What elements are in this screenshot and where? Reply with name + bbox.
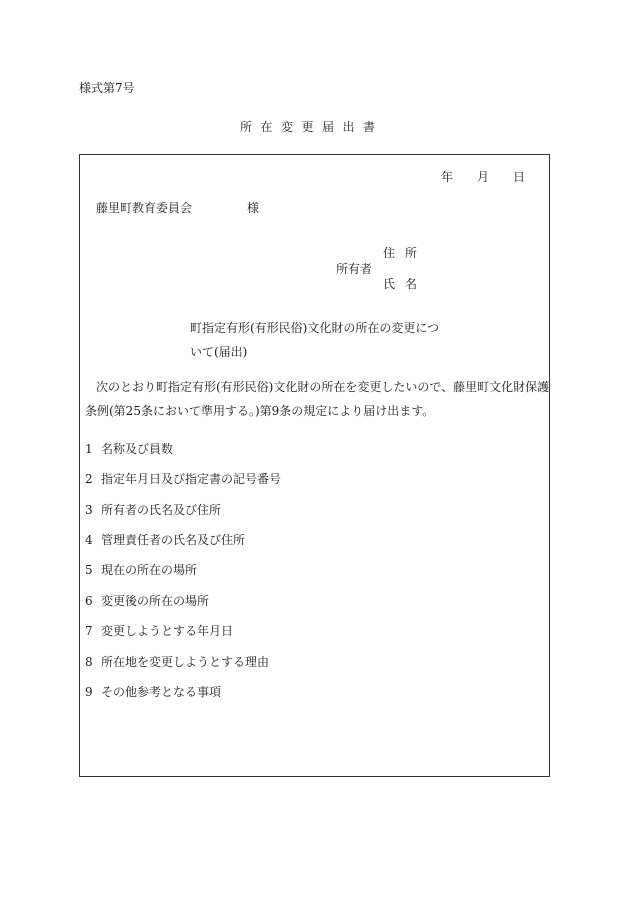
item-number: 7 <box>85 624 93 638</box>
list-item <box>85 442 173 456</box>
item-text: 現在の所在の場所 <box>101 563 198 577</box>
body-text-line-1: 次のとおり町指定有形(有形民俗)文化財の所在を変更したいので、藤里町文化財保護 <box>96 380 550 394</box>
list-item <box>85 563 197 577</box>
list-item <box>85 655 269 669</box>
owner-address-label: 住所 <box>383 246 428 260</box>
list-item <box>85 533 245 547</box>
form-frame <box>79 154 550 777</box>
list-item <box>85 472 281 486</box>
item-number: 3 <box>85 503 93 517</box>
item-text: 指定年月日及び指定書の記号番号 <box>101 472 282 486</box>
item-text: 管理責任者の氏名及び住所 <box>101 533 246 547</box>
date-day-label: 日 <box>513 170 526 184</box>
item-text: 変更後の所在の場所 <box>101 594 210 608</box>
addressee-name: 藤里町教育委員会 <box>96 201 193 215</box>
item-text: 変更しようとする年月日 <box>101 624 234 638</box>
body-text-line-2: 条例(第25条において準用する。)第9条の規定により届け出ます。 <box>85 404 435 418</box>
list-item <box>85 624 233 638</box>
list-item <box>85 594 209 608</box>
subject-line-2: いて(届出) <box>190 345 248 359</box>
item-number: 4 <box>85 533 93 547</box>
item-text: 名称及び員数 <box>101 442 174 456</box>
date-month-label: 月 <box>477 170 490 184</box>
item-number: 1 <box>85 442 93 456</box>
form-number: 様式第7号 <box>79 81 135 95</box>
item-text: 所在地を変更しようとする理由 <box>101 655 270 669</box>
list-item <box>85 685 221 699</box>
list-item <box>85 503 221 517</box>
item-number: 6 <box>85 594 93 608</box>
date-year-label: 年 <box>441 170 454 184</box>
item-number: 9 <box>85 685 93 699</box>
item-number: 2 <box>85 472 93 486</box>
owner-label: 所有者 <box>336 262 373 276</box>
addressee-honorific: 様 <box>247 201 260 215</box>
document-title: 所在変更届出書 <box>240 120 384 134</box>
owner-name-label: 氏名 <box>383 277 428 291</box>
item-number: 5 <box>85 563 93 577</box>
item-number: 8 <box>85 655 93 669</box>
item-text: その他参考となる事項 <box>101 685 222 699</box>
item-text: 所有者の氏名及び住所 <box>101 503 222 517</box>
subject-line-1: 町指定有形(有形民俗)文化財の所在の変更につ <box>190 321 440 335</box>
